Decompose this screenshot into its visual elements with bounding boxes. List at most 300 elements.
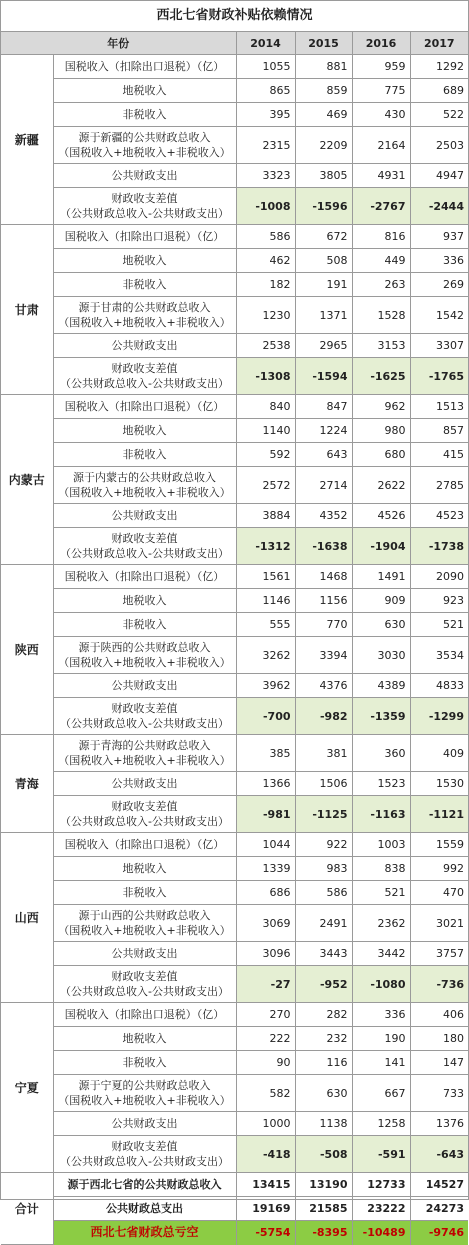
- value-cell: -2767: [352, 188, 410, 225]
- value-cell: 406: [410, 1003, 468, 1027]
- year-cell: 2016: [352, 32, 410, 55]
- value-cell: 1528: [352, 297, 410, 334]
- table-row: [1, 249, 468, 273]
- table-row: [1, 103, 468, 127]
- row-label: [53, 735, 236, 772]
- row-label-line: （国税收入+地税收入+非税收入）: [58, 486, 231, 499]
- table-row: [1, 297, 468, 334]
- value-cell: 409: [410, 735, 468, 772]
- row-label: [53, 1173, 236, 1197]
- row-label: [53, 674, 236, 698]
- value-cell: 733: [410, 1075, 468, 1112]
- value-cell: 983: [295, 857, 352, 881]
- row-label-line: 财政收支差值: [111, 192, 178, 205]
- deficit-row: [1, 698, 468, 735]
- value-cell: -1125: [295, 796, 352, 833]
- year-cell: 2014: [236, 32, 295, 55]
- table-row: [1, 565, 468, 589]
- value-cell: 3323: [236, 164, 295, 188]
- value-cell: 470: [410, 881, 468, 905]
- value-cell: 4526: [352, 504, 410, 528]
- value-cell: 3884: [236, 504, 295, 528]
- value-cell: 232: [295, 1027, 352, 1051]
- value-cell: -1596: [295, 188, 352, 225]
- row-label: [53, 1075, 236, 1112]
- row-label-line: 非税收入: [122, 618, 167, 631]
- value-cell: 2965: [295, 334, 352, 358]
- table-row: [1, 833, 468, 857]
- value-cell: 630: [352, 613, 410, 637]
- value-cell: 1542: [410, 297, 468, 334]
- value-cell: 592: [236, 443, 295, 467]
- value-cell: 865: [236, 79, 295, 103]
- value-cell: -508: [295, 1136, 352, 1173]
- row-label-line: 国税收入（扣除出口退税）（亿）: [64, 60, 225, 73]
- row-label-line: 非税收入: [122, 448, 167, 461]
- value-cell: 1366: [236, 772, 295, 796]
- row-label: [53, 565, 236, 589]
- value-cell: 857: [410, 419, 468, 443]
- value-cell: 672: [295, 225, 352, 249]
- table-row: [1, 613, 468, 637]
- row-label-line: 非税收入: [122, 278, 167, 291]
- value-cell: 360: [352, 735, 410, 772]
- row-label-line: （公共财政总收入-公共财政支出）: [60, 377, 229, 390]
- value-cell: 116: [295, 1051, 352, 1075]
- row-label-line: （公共财政总收入-公共财政支出）: [60, 985, 229, 998]
- value-cell: 689: [410, 79, 468, 103]
- value-cell: 1258: [352, 1112, 410, 1136]
- row-label: [53, 942, 236, 966]
- row-label: [53, 905, 236, 942]
- table-row: [1, 905, 468, 942]
- value-cell: 937: [410, 225, 468, 249]
- value-cell: 2503: [410, 127, 468, 164]
- value-cell: 4523: [410, 504, 468, 528]
- value-cell: 1506: [295, 772, 352, 796]
- table-row: [1, 164, 468, 188]
- value-cell: -1008: [236, 188, 295, 225]
- region-name: 宁夏: [1, 1003, 53, 1173]
- value-cell: -1904: [352, 528, 410, 565]
- value-cell: -1638: [295, 528, 352, 565]
- table-row: [1, 467, 468, 504]
- table-row: [1, 127, 468, 164]
- value-cell: 381: [295, 735, 352, 772]
- table-row: [1, 1075, 468, 1112]
- row-label-line: 源于西北七省的公共财政总收入: [67, 1178, 222, 1191]
- grand-total-value: -8395: [295, 1221, 352, 1245]
- value-cell: -1121: [410, 796, 468, 833]
- grand-total-value: -10489: [352, 1221, 410, 1245]
- year-cell: 2015: [295, 32, 352, 55]
- table-row: [1, 1112, 468, 1136]
- row-label-line: 地税收入: [122, 84, 167, 97]
- value-cell: 3030: [352, 637, 410, 674]
- value-cell: -418: [236, 1136, 295, 1173]
- value-cell: 462: [236, 249, 295, 273]
- value-cell: 3534: [410, 637, 468, 674]
- value-cell: 13190: [295, 1173, 352, 1197]
- row-label-line: 地税收入: [122, 424, 167, 437]
- value-cell: -1163: [352, 796, 410, 833]
- value-cell: 180: [410, 1027, 468, 1051]
- value-cell: 2714: [295, 467, 352, 504]
- value-cell: 1559: [410, 833, 468, 857]
- value-cell: -643: [410, 1136, 468, 1173]
- value-cell: 190: [352, 1027, 410, 1051]
- row-label-line: 源于陕西的公共财政总收入: [78, 641, 211, 654]
- row-label: [53, 589, 236, 613]
- value-cell: -736: [410, 966, 468, 1003]
- value-cell: 270: [236, 1003, 295, 1027]
- value-cell: 555: [236, 613, 295, 637]
- value-cell: 4352: [295, 504, 352, 528]
- row-label: [53, 164, 236, 188]
- value-cell: 23222: [352, 1197, 410, 1221]
- value-cell: 3262: [236, 637, 295, 674]
- region-name: 新疆: [1, 55, 53, 225]
- value-cell: 395: [236, 103, 295, 127]
- value-cell: 3153: [352, 334, 410, 358]
- row-label-line: （公共财政总收入-公共财政支出）: [60, 1155, 229, 1168]
- row-label-line: 公共财政支出: [111, 679, 178, 692]
- value-cell: 1044: [236, 833, 295, 857]
- total-row: [1, 1173, 468, 1197]
- value-cell: 1292: [410, 55, 468, 79]
- value-cell: 147: [410, 1051, 468, 1075]
- value-cell: 922: [295, 833, 352, 857]
- value-cell: 263: [352, 273, 410, 297]
- value-cell: 923: [410, 589, 468, 613]
- value-cell: 415: [410, 443, 468, 467]
- value-cell: 4947: [410, 164, 468, 188]
- row-label-line: （国税收入+地税收入+非税收入）: [58, 924, 231, 937]
- value-cell: 191: [295, 273, 352, 297]
- value-cell: 980: [352, 419, 410, 443]
- value-cell: 430: [352, 103, 410, 127]
- row-label-line: 公共财政支出: [111, 509, 178, 522]
- row-label-line: （公共财政总收入-公共财政支出）: [60, 207, 229, 220]
- value-cell: 2785: [410, 467, 468, 504]
- value-cell: 586: [236, 225, 295, 249]
- table-row: [1, 419, 468, 443]
- value-cell: 1055: [236, 55, 295, 79]
- value-cell: 1230: [236, 297, 295, 334]
- value-cell: -1625: [352, 358, 410, 395]
- region-name: 山西: [1, 833, 53, 1003]
- row-label-line: 公共财政支出: [111, 339, 178, 352]
- value-cell: -27: [236, 966, 295, 1003]
- row-label: [53, 637, 236, 674]
- region-name: 陕西: [1, 565, 53, 735]
- value-cell: 770: [295, 613, 352, 637]
- fiscal-table: [1, 32, 468, 1245]
- row-label-line: 国税收入（扣除出口退税）（亿）: [64, 230, 225, 243]
- value-cell: 4389: [352, 674, 410, 698]
- row-label-line: 财政收支差值: [111, 800, 178, 813]
- table-row: [1, 942, 468, 966]
- row-label-line: 财政收支差值: [111, 702, 178, 715]
- value-cell: 14527: [410, 1173, 468, 1197]
- value-cell: 141: [352, 1051, 410, 1075]
- value-cell: 630: [295, 1075, 352, 1112]
- value-cell: 2362: [352, 905, 410, 942]
- row-label-line: 公共财政支出: [111, 1117, 178, 1130]
- value-cell: 13415: [236, 1173, 295, 1197]
- table-row: [1, 443, 468, 467]
- value-cell: 816: [352, 225, 410, 249]
- value-cell: 2538: [236, 334, 295, 358]
- table-row: [1, 334, 468, 358]
- value-cell: 909: [352, 589, 410, 613]
- table-row: [1, 772, 468, 796]
- value-cell: 90: [236, 1051, 295, 1075]
- row-label: [53, 1112, 236, 1136]
- row-label-line: 源于青海的公共财政总收入: [78, 739, 211, 752]
- value-cell: 3443: [295, 942, 352, 966]
- deficit-row: [1, 188, 468, 225]
- row-label: [53, 833, 236, 857]
- table-row: [1, 1003, 468, 1027]
- value-cell: 959: [352, 55, 410, 79]
- value-cell: 522: [410, 103, 468, 127]
- row-label: [53, 698, 236, 735]
- value-cell: 4931: [352, 164, 410, 188]
- value-cell: 1000: [236, 1112, 295, 1136]
- row-label: [53, 796, 236, 833]
- table-row: [1, 273, 468, 297]
- table-row: [1, 881, 468, 905]
- row-label-line: （国税收入+地税收入+非税收入）: [58, 754, 231, 767]
- table-row: [1, 504, 468, 528]
- value-cell: 182: [236, 273, 295, 297]
- row-label-line: （国税收入+地税收入+非税收入）: [58, 146, 231, 159]
- row-label-line: 地税收入: [122, 862, 167, 875]
- value-cell: -982: [295, 698, 352, 735]
- row-label: [53, 613, 236, 637]
- row-label-line: 源于宁夏的公共财政总收入: [78, 1079, 211, 1092]
- row-label: [53, 249, 236, 273]
- value-cell: 838: [352, 857, 410, 881]
- row-label: [53, 225, 236, 249]
- table-row: [1, 395, 468, 419]
- row-label-line: 财政收支差值: [111, 1140, 178, 1153]
- row-label: [53, 79, 236, 103]
- row-label-line: 公共财政支出: [111, 169, 178, 182]
- value-cell: 1513: [410, 395, 468, 419]
- value-cell: 4376: [295, 674, 352, 698]
- value-cell: -1359: [352, 698, 410, 735]
- row-label-line: 源于新疆的公共财政总收入: [78, 131, 211, 144]
- table-row: [1, 225, 468, 249]
- row-label-line: 源于甘肃的公共财政总收入: [78, 301, 211, 314]
- value-cell: 847: [295, 395, 352, 419]
- value-cell: -2444: [410, 188, 468, 225]
- value-cell: 1224: [295, 419, 352, 443]
- value-cell: 521: [410, 613, 468, 637]
- row-label-line: 地税收入: [122, 594, 167, 607]
- value-cell: 643: [295, 443, 352, 467]
- row-label: [53, 1003, 236, 1027]
- value-cell: -1312: [236, 528, 295, 565]
- value-cell: 859: [295, 79, 352, 103]
- deficit-row: [1, 528, 468, 565]
- total-name: 合计: [1, 1173, 53, 1245]
- region-name: 内蒙古: [1, 395, 53, 565]
- row-label-line: （公共财政总收入-公共财政支出）: [60, 717, 229, 730]
- row-label-line: 财政收支差值: [111, 532, 178, 545]
- value-cell: 686: [236, 881, 295, 905]
- table-title: 西北七省财政补贴依赖情况: [1, 1, 468, 32]
- row-label-line: 公共财政总支出: [106, 1202, 183, 1215]
- row-label: [53, 528, 236, 565]
- row-label: [53, 443, 236, 467]
- grand-total-value: -9746: [410, 1221, 468, 1245]
- row-label-line: 国税收入（扣除出口退税）（亿）: [64, 838, 225, 851]
- value-cell: 1376: [410, 1112, 468, 1136]
- row-label: [53, 55, 236, 79]
- value-cell: -1080: [352, 966, 410, 1003]
- row-label-line: （公共财政总收入-公共财政支出）: [60, 547, 229, 560]
- row-label: [53, 127, 236, 164]
- value-cell: 19169: [236, 1197, 295, 1221]
- row-label: [53, 966, 236, 1003]
- value-cell: 24273: [410, 1197, 468, 1221]
- row-label: [53, 334, 236, 358]
- value-cell: 3021: [410, 905, 468, 942]
- value-cell: -1738: [410, 528, 468, 565]
- table-row: [1, 857, 468, 881]
- value-cell: 840: [236, 395, 295, 419]
- row-label: [53, 504, 236, 528]
- row-label-line: 国税收入（扣除出口退税）（亿）: [64, 400, 225, 413]
- row-label: [53, 1136, 236, 1173]
- row-label: [53, 188, 236, 225]
- value-cell: 1138: [295, 1112, 352, 1136]
- value-cell: 1491: [352, 565, 410, 589]
- row-label: [53, 358, 236, 395]
- row-label-line: 公共财政支出: [111, 947, 178, 960]
- value-cell: 385: [236, 735, 295, 772]
- year-header: 年份: [1, 32, 236, 55]
- row-label-line: 财政收支差值: [111, 970, 178, 983]
- deficit-row: [1, 966, 468, 1003]
- value-cell: 269: [410, 273, 468, 297]
- row-label-line: 国税收入（扣除出口退税）（亿）: [64, 570, 225, 583]
- value-cell: 667: [352, 1075, 410, 1112]
- value-cell: 1140: [236, 419, 295, 443]
- value-cell: 1003: [352, 833, 410, 857]
- value-cell: 3069: [236, 905, 295, 942]
- region-name: 甘肃: [1, 225, 53, 395]
- table-row: [1, 1027, 468, 1051]
- value-cell: -952: [295, 966, 352, 1003]
- table-row: [1, 674, 468, 698]
- value-cell: 3757: [410, 942, 468, 966]
- row-label-line: 地税收入: [122, 1032, 167, 1045]
- row-label: [53, 1051, 236, 1075]
- row-label-line: 源于山西的公共财政总收入: [78, 909, 211, 922]
- value-cell: 1156: [295, 589, 352, 613]
- value-cell: -1299: [410, 698, 468, 735]
- value-cell: 2572: [236, 467, 295, 504]
- value-cell: 1371: [295, 297, 352, 334]
- grand-total-value: -5754: [236, 1221, 295, 1245]
- row-label: [53, 1027, 236, 1051]
- value-cell: -700: [236, 698, 295, 735]
- row-label-line: （公共财政总收入-公共财政支出）: [60, 815, 229, 828]
- value-cell: 881: [295, 55, 352, 79]
- deficit-row: [1, 358, 468, 395]
- value-cell: 3805: [295, 164, 352, 188]
- value-cell: 282: [295, 1003, 352, 1027]
- table-row: [1, 79, 468, 103]
- value-cell: 1523: [352, 772, 410, 796]
- row-label-line: 非税收入: [122, 108, 167, 121]
- row-label-line: 公共财政支出: [111, 777, 178, 790]
- value-cell: 1530: [410, 772, 468, 796]
- value-cell: 3096: [236, 942, 295, 966]
- value-cell: 680: [352, 443, 410, 467]
- grand-total-row: [1, 1221, 468, 1245]
- table-row: [1, 55, 468, 79]
- row-label-line: 地税收入: [122, 254, 167, 267]
- value-cell: 992: [410, 857, 468, 881]
- value-cell: 469: [295, 103, 352, 127]
- value-cell: -981: [236, 796, 295, 833]
- table-row: [1, 735, 468, 772]
- value-cell: 1339: [236, 857, 295, 881]
- value-cell: 521: [352, 881, 410, 905]
- table-row: [1, 637, 468, 674]
- grand-total-label: 西北七省财政总亏空: [53, 1221, 236, 1245]
- row-label: [53, 881, 236, 905]
- header-row: [1, 32, 468, 55]
- value-cell: 1468: [295, 565, 352, 589]
- row-label-line: 非税收入: [122, 1056, 167, 1069]
- value-cell: 962: [352, 395, 410, 419]
- value-cell: 3442: [352, 942, 410, 966]
- row-label: [53, 1197, 236, 1221]
- row-label-line: 非税收入: [122, 886, 167, 899]
- region-name: 青海: [1, 735, 53, 833]
- table-row: [1, 589, 468, 613]
- value-cell: 775: [352, 79, 410, 103]
- value-cell: 3962: [236, 674, 295, 698]
- row-label: [53, 857, 236, 881]
- row-label-line: 源于内蒙古的公共财政总收入: [73, 471, 216, 484]
- row-label: [53, 467, 236, 504]
- value-cell: 1146: [236, 589, 295, 613]
- row-label-line: （国税收入+地税收入+非税收入）: [58, 656, 231, 669]
- value-cell: 4833: [410, 674, 468, 698]
- value-cell: 336: [410, 249, 468, 273]
- row-label: [53, 395, 236, 419]
- value-cell: 3307: [410, 334, 468, 358]
- value-cell: 586: [295, 881, 352, 905]
- row-label: [53, 419, 236, 443]
- value-cell: 336: [352, 1003, 410, 1027]
- row-label: [53, 103, 236, 127]
- total-row: [1, 1197, 468, 1221]
- value-cell: 2164: [352, 127, 410, 164]
- row-label-line: （国税收入+地税收入+非税收入）: [58, 316, 231, 329]
- value-cell: 2209: [295, 127, 352, 164]
- row-label-line: 财政收支差值: [111, 362, 178, 375]
- year-cell: 2017: [410, 32, 468, 55]
- value-cell: 2491: [295, 905, 352, 942]
